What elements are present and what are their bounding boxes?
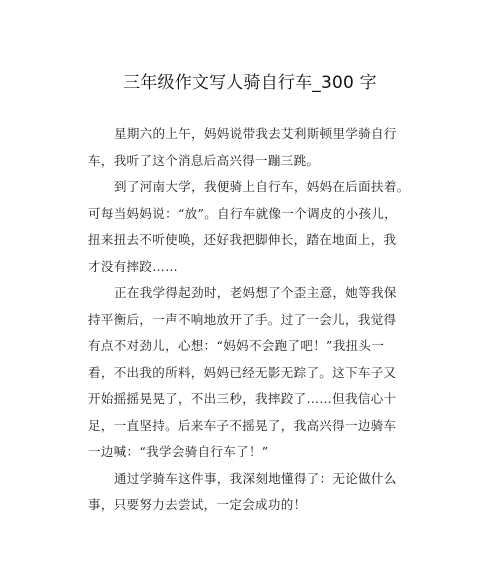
essay-line: 通过学骑车这件事，我深刻地懂得了：无论做什么	[114, 470, 397, 486]
essay-line: 才没有摔跤……	[88, 258, 178, 274]
essay-line: 看，不出我的所料，妈妈已经无影无踪了。这下车子又	[88, 364, 397, 380]
essay-line: 持平衡后，一声不响地放开了手。过了一会儿，我觉得	[88, 311, 397, 327]
essay-line: 到了河南大学，我便骑上自行车，妈妈在后面扶着。	[114, 179, 410, 194]
essay-line: 星期六的上午，妈妈说带我去艾利斯顿里学骑自行	[114, 126, 397, 141]
essay-line: 可每当妈妈说：“放”。自行车就像一个调皮的小孩儿，	[88, 205, 398, 221]
essay-line: 足，一直坚持。后来车子不摇晃了，我高兴得一边骑车	[88, 417, 397, 433]
essay-line: 开始摇摇晃晃了，不出三秒，我摔跤了……但我信心十	[88, 391, 397, 406]
essay-body	[88, 121, 418, 519]
document-title: 三年级作文写人骑自行车_300 字	[123, 73, 377, 93]
essay-line: 事，只要努力去尝试，一定会成功的！	[88, 497, 307, 512]
essay-line: 车，我听了这个消息后高兴得一蹦三跳。	[88, 152, 320, 168]
essay-line: 扭来扭去不听使唤，还好我把脚伸长，踏在地面上，我	[88, 232, 397, 247]
essay-line: 有点不对劲儿，心想：“妈妈不会跑了吧！”我扭头一	[88, 338, 385, 353]
essay-line: 一边喊：“我学会骑自行车了！”	[88, 444, 269, 459]
essay-line: 正在我学得起劲时，老妈想了个歪主意，她等我保	[114, 285, 397, 300]
